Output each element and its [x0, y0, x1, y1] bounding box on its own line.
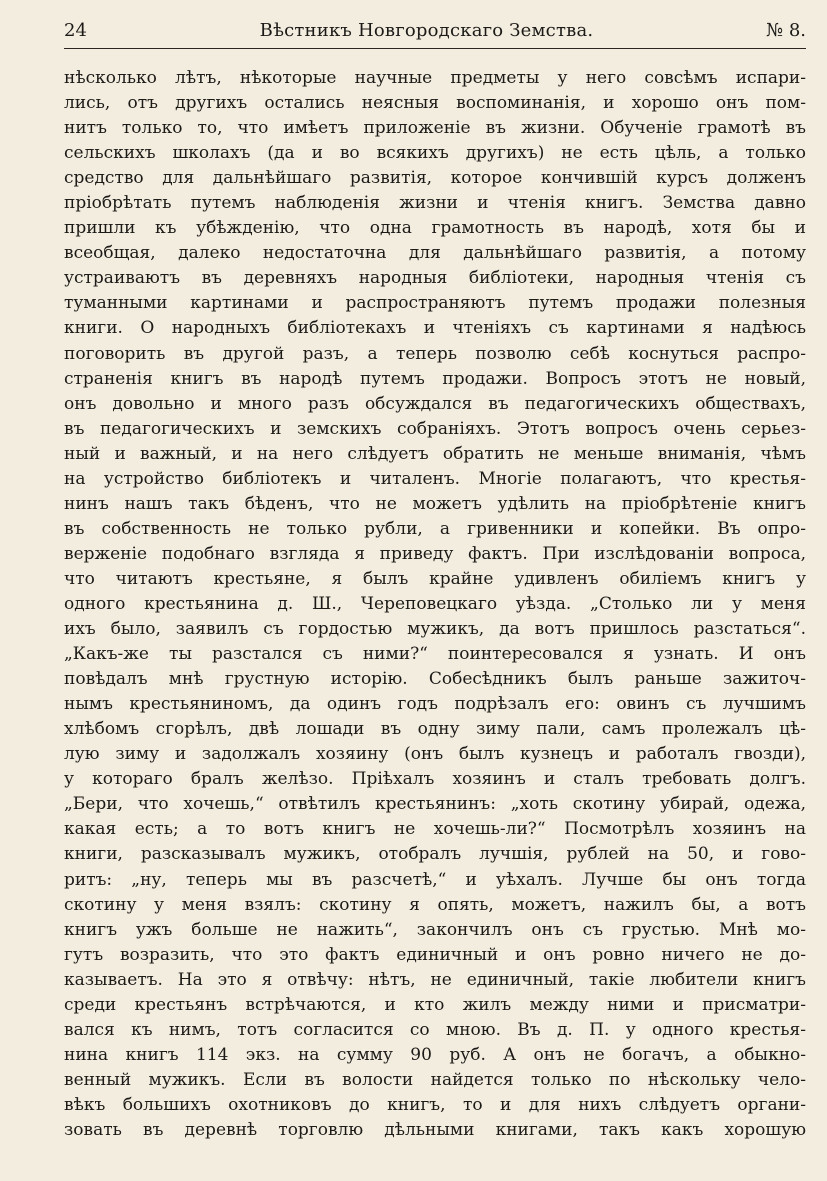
text-line: верженіе подобнаго взгляда я приведу фактъ. При изслѣдованіи вопроса,	[64, 543, 806, 564]
text-line: зовать въ деревнѣ торговлю дѣльными книгами, такъ какъ хорошую	[64, 1119, 806, 1140]
text-line: ный и важный, и на него слѣдуетъ обратить не меньше вниманія, чѣмъ	[64, 443, 806, 464]
text-line: у котораго бралъ желѣзо. Пріѣхалъ хозяинъ и сталъ требовать долгъ.	[64, 769, 806, 790]
text-line: книги. О народныхъ библіотекахъ и чтеніяхъ съ картинами я надѣюсь	[64, 318, 806, 339]
text-line: книгъ ужъ больше не нажить“, закончилъ онъ съ грустью. Мнѣ мо-	[64, 919, 806, 940]
text-line: въ педагогическихъ и земскихъ собраніяхъ. Этотъ вопросъ очень серьез-	[64, 418, 806, 439]
issue-number: № 8.	[766, 20, 806, 41]
header-rule	[64, 48, 806, 49]
text-line: хлѣбомъ сгорѣлъ, двѣ лошади въ одну зиму пали, самъ пролежалъ цѣ-	[64, 719, 806, 740]
text-line: нѣсколько лѣтъ, нѣкоторые научные предметы у него совсѣмъ испари-	[64, 68, 806, 88]
text-line: всеобщая, далеко недостаточна для дальнѣйшаго развитія, а потому	[64, 243, 806, 264]
text-line: нымъ крестьяниномъ, да одинъ годъ подрѣзалъ его: овинъ съ лучшимъ	[64, 694, 806, 715]
text-line: онъ довольно и много разъ обсуждался въ педагогическихъ обществахъ,	[64, 393, 806, 414]
text-line: „Какъ-же ты разстался съ ними?“ поинтересовался я узнать. И онъ	[64, 644, 806, 665]
text-line: устраиваютъ въ деревняхъ народныя библіотеки, народныя чтенія съ	[64, 268, 806, 289]
text-line: книги, разсказывалъ мужикъ, отобралъ лучшія, рублей на 50, и гово-	[64, 844, 806, 865]
text-line: страненія книгъ въ народѣ путемъ продажи. Вопросъ этотъ не новый,	[64, 368, 806, 389]
article-text	[64, 66, 806, 1143]
text-line: какая есть; а то вотъ книгъ не хочешь-ли?“ Посмотрѣлъ хозяинъ на	[64, 819, 806, 840]
text-line: нитъ только то, что имѣетъ приложеніе въ жизни. Обученіе грамотѣ въ	[64, 118, 806, 139]
text-line: лись, отъ другихъ остались неясныя воспоминанія, и хорошо онъ пом-	[64, 93, 806, 114]
text-line: пріобрѣтать путемъ наблюденія жизни и чтенія книгъ. Земства давно	[64, 193, 806, 214]
text-line: „Бери, что хочешь,“ отвѣтилъ крестьянинъ: „хоть скотину убирай, одежа,	[64, 794, 806, 815]
text-line: средство для дальнѣйшаго развитія, которое кончившій курсъ долженъ	[64, 168, 806, 189]
page-header	[64, 20, 806, 48]
text-line: нина книгъ 114 экз. на сумму 90 руб. А онъ не богачъ, а обыкно-	[64, 1044, 806, 1065]
text-line: ихъ было, заявилъ съ гордостью мужикъ, да вотъ пришлось разстаться“.	[64, 619, 806, 640]
text-line: среди крестьянъ встрѣчаются, и кто жилъ между ними и присматри-	[64, 994, 806, 1015]
text-line: что читаютъ крестьяне, я былъ крайне удивленъ обиліемъ книгъ у	[64, 568, 806, 589]
text-line: скотину у меня взялъ: скотину я опять, можетъ, нажилъ бы, а вотъ	[64, 894, 806, 915]
text-line: на устройство библіотекъ и читаленъ. Многіе полагаютъ, что крестья-	[64, 468, 806, 489]
journal-title: Вѣстникъ Новгородскаго Земства.	[259, 20, 594, 41]
page-number: 24	[64, 20, 87, 41]
text-line: лую зиму и задолжалъ хозяину (онъ былъ кузнецъ и работалъ гвозди),	[64, 744, 806, 765]
text-line: вѣкъ большихъ охотниковъ до книгъ, то и для нихъ слѣдуетъ органи-	[64, 1094, 806, 1115]
text-line: одного крестьянина д. Ш., Череповецкаго уѣзда. „Столько ли у меня	[64, 593, 806, 614]
text-line: повѣдалъ мнѣ грустную исторію. Собесѣдникъ былъ раньше зажиточ-	[64, 669, 806, 690]
text-line: сельскихъ школахъ (да и во всякихъ другихъ) не есть цѣль, а только	[64, 143, 806, 164]
text-line: туманными картинами и распространяютъ путемъ продажи полезныя	[64, 293, 806, 314]
text-line: поговорить въ другой разъ, а теперь позволю себѣ коснуться распро-	[64, 343, 806, 364]
text-line: въ собственность не только рубли, а гривенники и копейки. Въ опро-	[64, 518, 806, 539]
text-line: пришли къ убѣжденію, что одна грамотность въ народѣ, хотя бы и	[64, 218, 806, 239]
text-line: ритъ: „ну, теперь мы въ разсчетѣ,“ и уѣхалъ. Лучше бы онъ тогда	[64, 869, 806, 890]
text-line: венный мужикъ. Если въ волости найдется только по нѣскольку чело-	[64, 1069, 806, 1090]
text-line: вался къ нимъ, тотъ согласится со мною. Въ д. П. у одного крестья-	[64, 1019, 806, 1040]
text-line: казываетъ. На это я отвѣчу: нѣтъ, не единичный, такіе любители книгъ	[64, 969, 806, 990]
text-line: нинъ нашъ такъ бѣденъ, что не можетъ удѣлить на пріобрѣтеніе книгъ	[64, 493, 806, 514]
text-line: гутъ возразить, что это фактъ единичный и онъ ровно ничего не до-	[64, 944, 806, 965]
